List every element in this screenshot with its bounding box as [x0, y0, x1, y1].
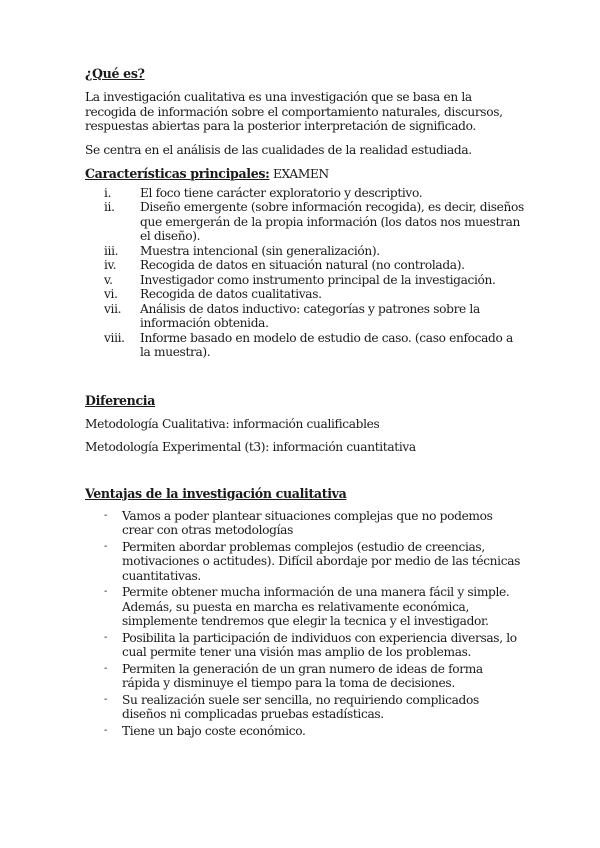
list-item-number: viii.: [104, 330, 125, 345]
list-item-text: Su realización suele ser sencilla, no requiriendo complicados diseños ni complicadas pruebas estadísticas.: [122, 692, 479, 721]
list-item: [85, 540, 525, 584]
que-es-heading: ¿Qué es?: [85, 66, 145, 81]
list-item: [85, 287, 525, 302]
list-item-text: Informe basado en modelo de estudio de caso. (caso enfocado a la muestra).: [140, 330, 513, 359]
list-item: [85, 200, 525, 244]
list-item-text: Diseño emergente (sobre información recogida), es decir, diseños que emergerán de la propia información (los datos nos muestran el diseño).: [140, 200, 524, 243]
list-item: [85, 724, 525, 739]
list-item-text: Tiene un bajo coste económico.: [122, 723, 306, 738]
list-item-number: vii.: [104, 301, 122, 316]
list-item-text: Análisis de datos inductivo: categorías y patrones sobre la información obtenida.: [140, 301, 480, 330]
dash-bullet-icon: -: [104, 540, 108, 552]
diferencia-line-experimental: Metodología Experimental (t3): información cuantitativa: [85, 440, 416, 454]
ventajas-heading: Ventajas de la investigación cualitativa: [85, 485, 347, 501]
list-item-text: Muestra intencional (sin generalización).: [140, 243, 380, 258]
list-item: [85, 693, 525, 722]
caracteristicas-heading-line: [85, 166, 525, 182]
dash-bullet-icon: -: [104, 724, 108, 736]
list-item-text: Permiten la generación de un gran numero de ideas de forma rápida y disminuye el tiempo para la toma de decisiones.: [122, 661, 483, 690]
list-item-text: Posibilita la participación de individuos con experiencia diversas, lo cual permite tener una visión mas amplio de los problemas.: [122, 630, 517, 659]
list-item-text: Recogida de datos cualitativas.: [140, 287, 322, 301]
list-item: [85, 302, 525, 331]
list-item-text: Recogida de datos en situación natural (no controlada).: [140, 258, 465, 272]
list-item-text: Permiten abordar problemas complejos (estudio de creencias, motivaciones o actitudes). Difícil abordaje por medio de las técnicas cuantitativas.: [122, 539, 521, 583]
caracteristicas-list: [85, 186, 525, 360]
diferencia-heading: Diferencia: [85, 392, 156, 408]
list-item-text: El foco tiene carácter exploratorio y descriptivo.: [140, 185, 423, 200]
dash-bullet-icon: -: [104, 509, 108, 521]
list-item: [85, 331, 525, 360]
list-item: [85, 509, 525, 538]
list-item-number: i.: [104, 185, 112, 200]
dash-bullet-icon: -: [104, 662, 108, 674]
list-item: [85, 273, 525, 288]
examen-tag: EXAMEN: [269, 167, 329, 181]
list-item-number: iv.: [104, 258, 117, 272]
dash-bullet-icon: -: [104, 631, 108, 643]
list-item: [85, 186, 525, 201]
list-item-number: ii.: [104, 200, 115, 214]
list-item: [85, 585, 525, 629]
caracteristicas-heading: Características principales:: [85, 166, 270, 181]
list-item: [85, 244, 525, 259]
diferencia-line-cualitativa: Metodología Cualitativa: información cualificables: [85, 416, 380, 431]
que-es-paragraph-2: Se centra en el análisis de las cualidades de la realidad estudiada.: [85, 142, 472, 157]
list-item-text: Permite obtener mucha información de una manera fácil y simple. Además, su puesta en marcha es relativamente económica, simplemente tendremos que elegir la tecnica y el investigador.: [122, 585, 510, 628]
list-item-number: iii.: [104, 243, 119, 258]
dash-bullet-icon: -: [104, 693, 108, 705]
list-item-text: Vamos a poder plantear situaciones complejas que no podemos crear con otras metodologías: [122, 508, 493, 537]
list-item: [85, 631, 525, 660]
list-item: [85, 662, 525, 691]
que-es-paragraph-1: La investigación cualitativa es una investigación que se basa en la recogida de información sobre el comportamiento naturales, discursos, respuestas abiertas para la posterior interpretación de significado.: [85, 90, 503, 133]
list-item-number: vi.: [104, 287, 118, 301]
list-item-text: Investigador como instrumento principal de la investigación.: [140, 272, 496, 287]
ventajas-list: [85, 509, 525, 739]
dash-bullet-icon: -: [104, 586, 108, 597]
document-page: [85, 66, 525, 740]
list-item-number: v.: [104, 272, 113, 287]
list-item: [85, 258, 525, 273]
